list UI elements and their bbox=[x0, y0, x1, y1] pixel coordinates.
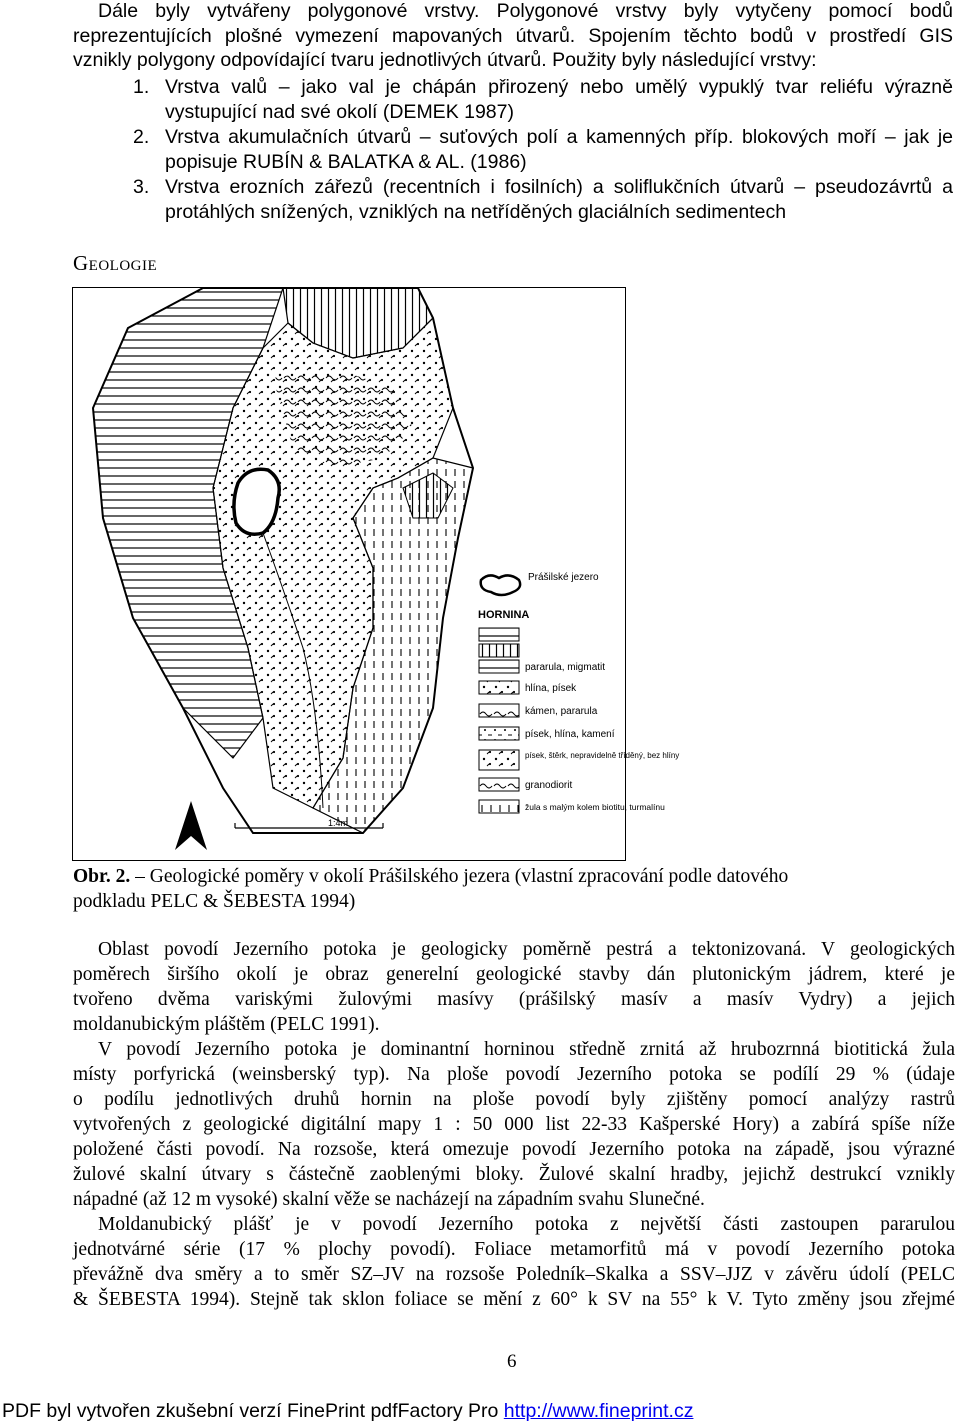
body-line: Moldanubický plášť je v povodí Jezerního potoka z největší části zastoupen pararulou bbox=[98, 1214, 955, 1235]
footer-text: PDF byl vytvořen zkušební verzí FinePrint pdfFactory Pro bbox=[2, 1400, 499, 1422]
footer-link[interactable]: http://www.fineprint.cz bbox=[503, 1400, 694, 1422]
body-line: poměrech širšího okolí je obraz generelní geologické stavby dán plutonickým jádrem, které je bbox=[73, 964, 955, 985]
list-item-line: vystupující nad své okolí (DEMEK 1987) bbox=[165, 101, 514, 123]
body-line: Oblast povodí Jezerního potoka je geologicky poměrně pestrá a tektonizovaná. V geologických bbox=[98, 939, 955, 960]
body-line: V povodí Jezerního potoka je dominantní horninou středně zrnitá až hrubozrnná biotitická žula bbox=[98, 1039, 955, 1060]
legend-item-label: Prášilské jezero bbox=[528, 572, 599, 583]
body-line: místy porfyrická (weinsberský typ). Na ploše povodí Jezerního potoka se podílí 29 % (údaje bbox=[73, 1064, 955, 1085]
caption-line: podkladu PELC & ŠEBESTA 1994) bbox=[73, 891, 356, 912]
legend-item-label: pararula, migmatit bbox=[525, 662, 606, 673]
legend-item-label: hlína, písek bbox=[525, 683, 577, 694]
legend-swatch bbox=[479, 727, 519, 740]
legend-swatch-lake bbox=[481, 575, 520, 595]
body-line: žulové skalní útvary s částečně zaoblenými bloky. Žulové skalní hradby, jejichž destrukcí vznikly bbox=[73, 1164, 955, 1185]
legend-swatch bbox=[479, 750, 519, 770]
body-line: moldanubickým pláštěm (PELC 1991). bbox=[73, 1014, 380, 1035]
page-number: 6 bbox=[507, 1351, 517, 1372]
list-item-line: Vrstva valů – jako val je chápán přirozený nebo umělý vypuklý tvar reliéfu výrazně bbox=[165, 76, 953, 98]
section-heading: Geologie bbox=[73, 251, 158, 275]
list-item-line: Vrstva akumulačních útvarů – suťových polí a kamenných příp. blokových moří – jak je bbox=[165, 126, 953, 148]
legend-swatch bbox=[479, 778, 519, 791]
north-arrow-icon bbox=[175, 801, 207, 850]
intro-line: vznikly polygony odpovídající tvaru jednotlivých útvarů. Použity byly následující vrstvy: bbox=[73, 49, 817, 71]
legend-item-label: žula s malým kolem biotitu, turmalínu bbox=[525, 802, 665, 812]
body-line: převážně dva směry a to směr SZ–JV na rozsoše Poledník–Skalka a SSV–JJZ v závěru údolí (PELC bbox=[73, 1264, 955, 1285]
caption-text: – Geologické poměry v okolí Prášilského jezera (vlastní zpracování podle datového bbox=[135, 866, 789, 887]
legend-swatch bbox=[479, 628, 519, 641]
intro-line: Dále byly vytvářeny polygonové vrstvy. Polygonové vrstvy byly vytyčeny pomocí bodů bbox=[98, 0, 953, 22]
list-number: 3. bbox=[133, 176, 150, 198]
legend-item-label: granodiorit bbox=[525, 780, 573, 791]
caption-line bbox=[73, 864, 788, 889]
map-legend bbox=[478, 572, 679, 813]
body-line: & ŠEBESTA 1994). Stejně tak sklon foliace se mění z 60° k SV na 55° k V. Tyto změny jsou zřejmé bbox=[73, 1289, 955, 1310]
geology-map bbox=[73, 288, 680, 859]
legend-swatch bbox=[479, 704, 519, 717]
legend-item-label: písek, hlína, kamení bbox=[525, 729, 615, 740]
legend-swatch bbox=[479, 644, 519, 657]
legend-swatch bbox=[479, 660, 519, 673]
list-item-line: popisuje RUBÍN & BALATKA & AL. (1986) bbox=[165, 151, 527, 173]
scale-label: 1:4m bbox=[328, 818, 349, 828]
lake-outline bbox=[234, 469, 279, 534]
body-line: vytvořených z geologické digitální mapy 1 : 50 000 list 22-33 Kašperské Hory) a zabírá spíše níže bbox=[73, 1114, 955, 1135]
legend-title: HORNINA bbox=[478, 609, 530, 621]
body-line: nápadné (až 12 m vysoké) skalní věže se nacházejí na západním svahu Slunečné. bbox=[73, 1189, 705, 1210]
geology-map-figure bbox=[72, 287, 680, 861]
body-line: o podílu jednotlivých druhů hornin na ploše povodí byly zjištěny pomocí analýzy rastrů bbox=[73, 1089, 955, 1110]
list-item-line: Vrstva erozních zářezů (recentních i fosilních) a soliflukčních útvarů – pseudozávrtů a bbox=[165, 176, 953, 198]
legend-swatch bbox=[479, 681, 519, 694]
pdf-footer bbox=[0, 1399, 962, 1423]
body-line: položené části povodí. Na rozsoše, která omezuje povodí Jezerního potoka na západě, jsou výrazné bbox=[73, 1139, 955, 1160]
intro-line: reprezentujících plošné vymezení mapovaných útvarů. Spojením těchto bodů v prostředí GIS bbox=[73, 25, 953, 47]
legend-swatch bbox=[479, 800, 519, 813]
legend-item-label: kámen, pararula bbox=[525, 706, 598, 717]
caption-label: Obr. 2. bbox=[73, 866, 131, 887]
legend-item-label: písek, štěrk, nepravidelně tříděný, bez hlíny bbox=[525, 751, 680, 760]
list-number: 2. bbox=[133, 126, 150, 148]
list-item-line: protáhlých snížených, vzniklých na netříděných glaciálních sedimentech bbox=[165, 201, 787, 223]
body-line: tvořeno dvěma variskými žulovými masívy (prášilský masív a masív Vydry) a jejich bbox=[73, 989, 955, 1010]
body-line: jednotvárné série (17 % plochy povodí). Foliace metamorfitů má v povodí Jezerního potoka bbox=[73, 1239, 955, 1260]
list-number: 1. bbox=[133, 76, 150, 98]
